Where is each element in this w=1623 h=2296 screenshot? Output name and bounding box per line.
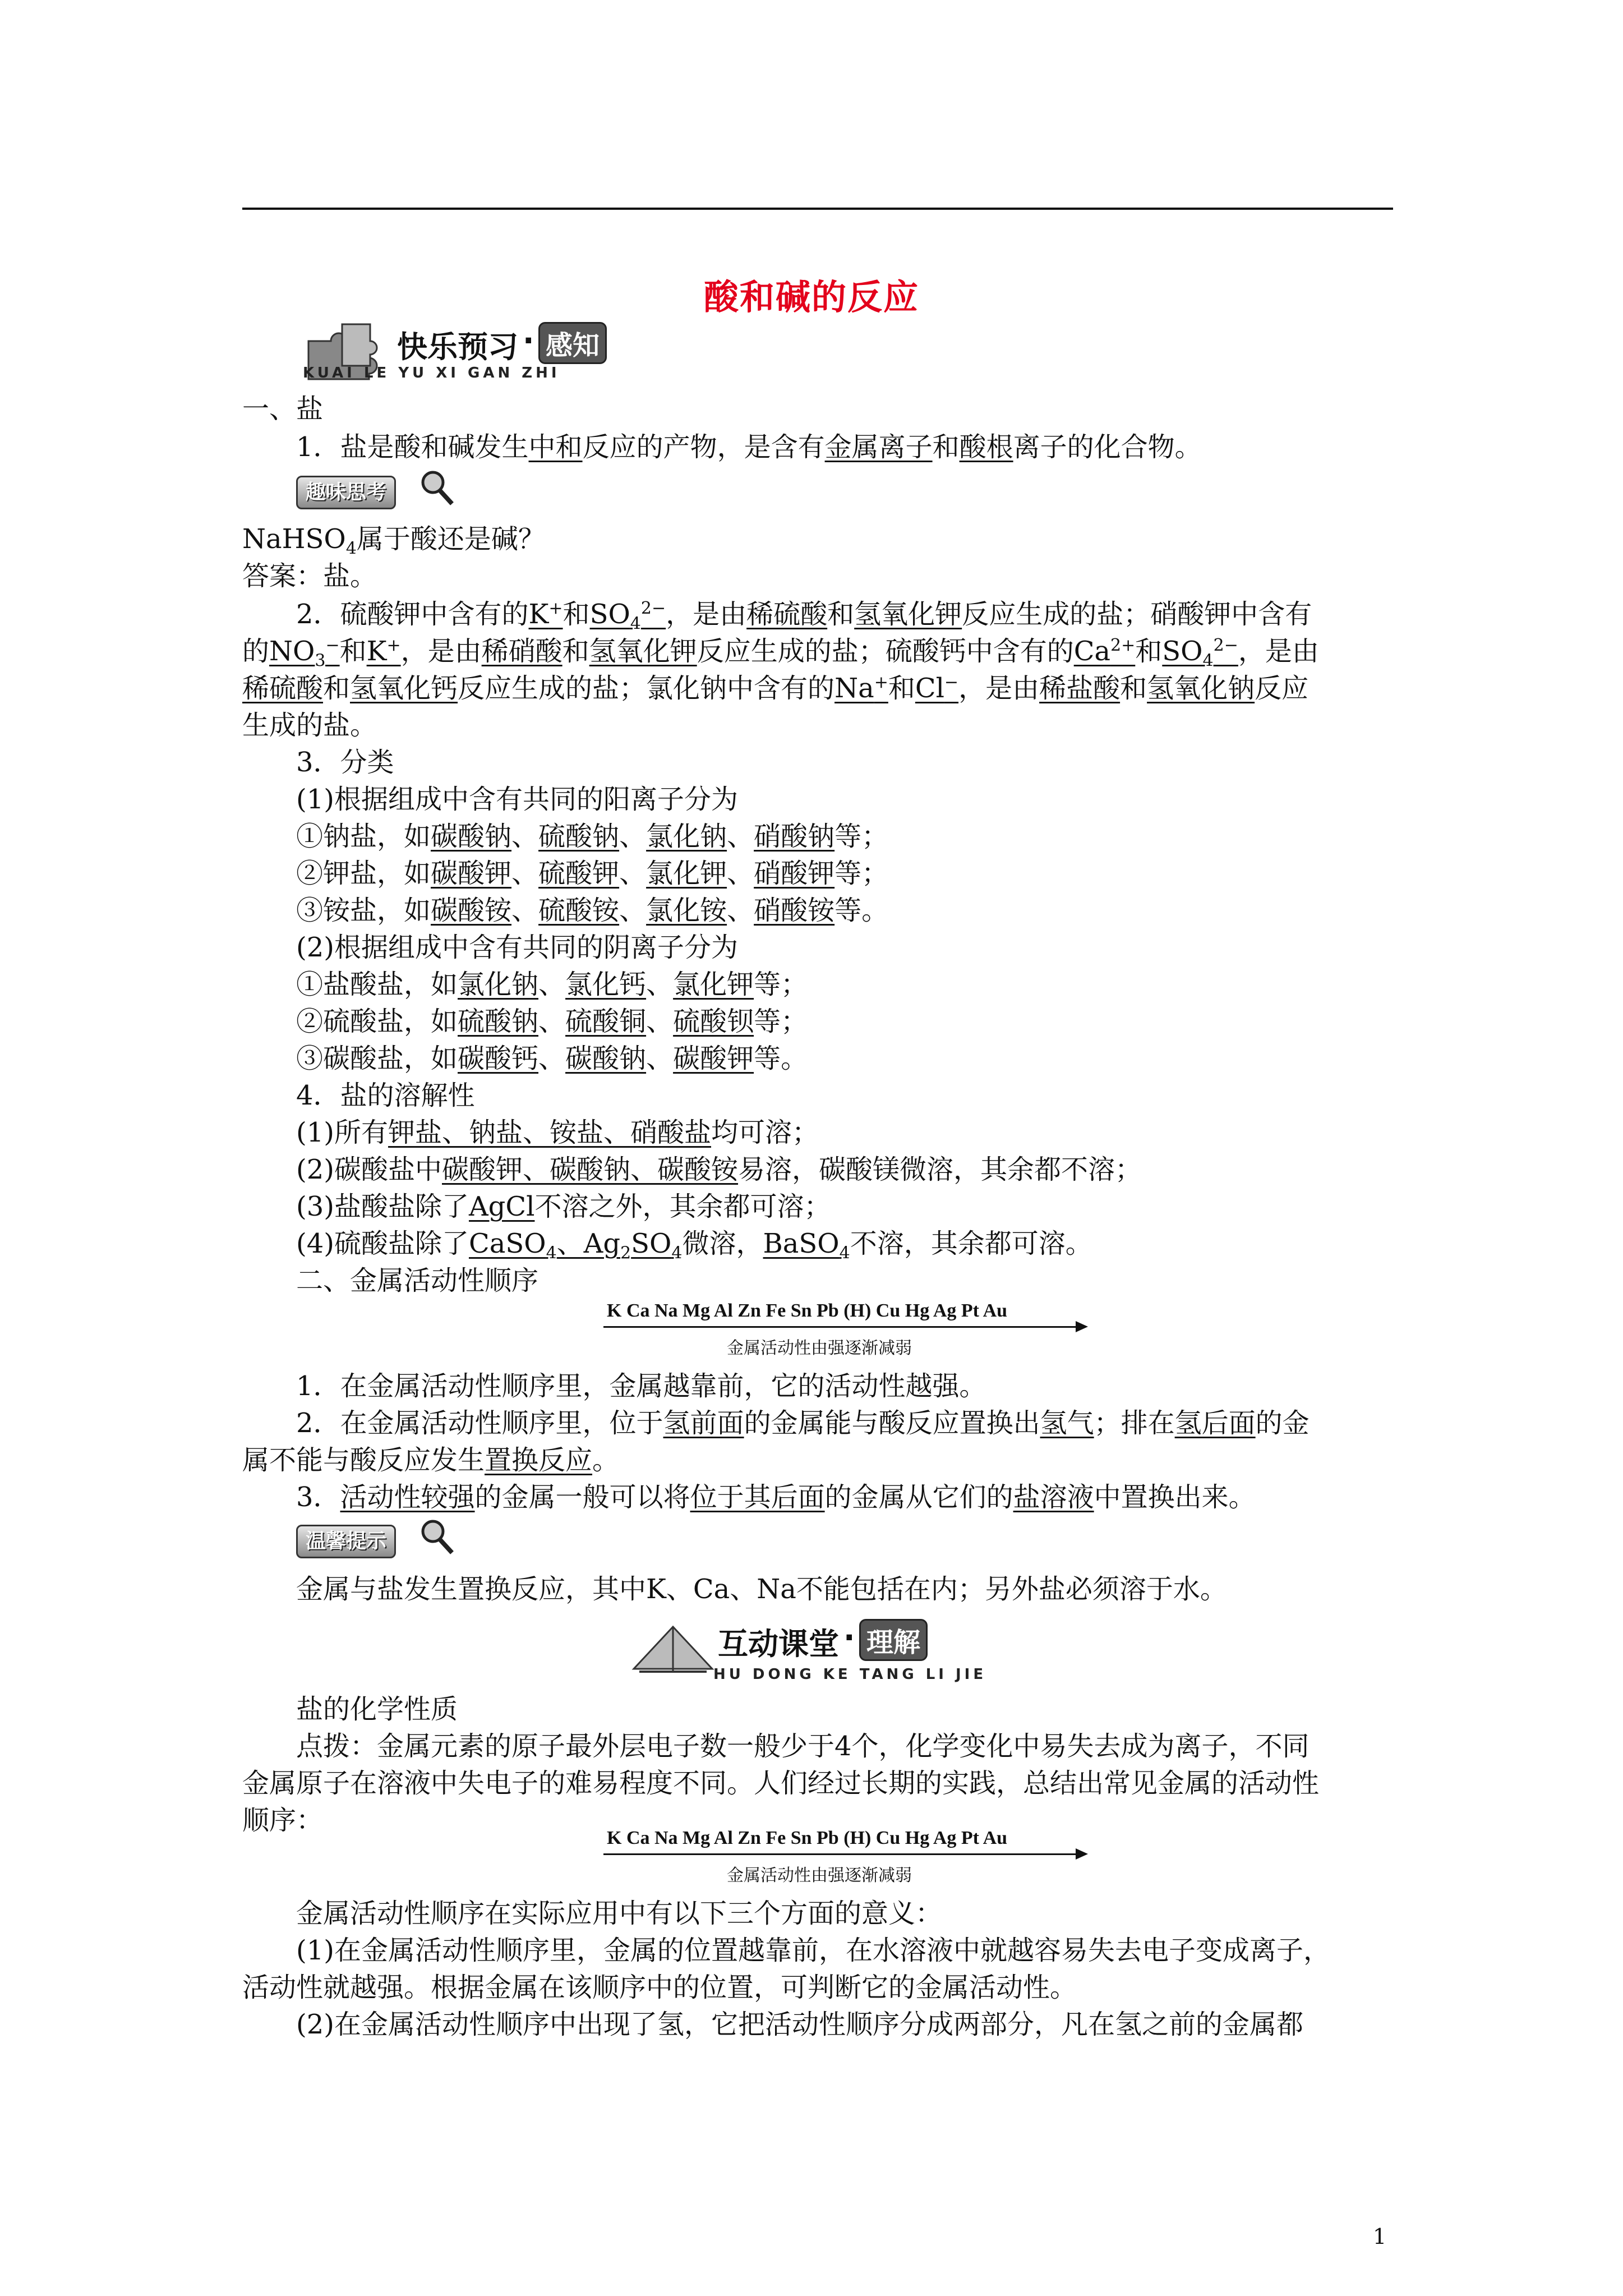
banner-preview-pinyin: KUAI LE YU XI GAN ZHI	[303, 365, 560, 381]
banner-preview-tag: 感知	[538, 322, 607, 364]
page-number: 1	[1373, 2224, 1387, 2249]
potassium-salts: ②钾盐，如碳酸钾、硫酸钾、氯化钾、硝酸钾等；	[296, 858, 889, 889]
book-icon	[628, 1616, 718, 1677]
top-rule	[242, 208, 1393, 210]
tag-tip: 温馨提示	[296, 1525, 396, 1558]
metal-rule-2-line2: 属不能与酸反应发生置换反应。	[242, 1444, 620, 1476]
sodium-salts: ①钠盐，如碳酸钠、硫酸钠、氯化钠、硝酸钠等；	[296, 821, 889, 852]
discussion-2: 金属原子在溶液中失电子的难易程度不同。人们经过长期的实践，总结出常见金属的活动性	[242, 1768, 1320, 1799]
carbonate-salts: ③碳酸盐，如碳酸钙、碳酸钠、碳酸钾等。	[296, 1043, 808, 1074]
p3: 3．分类	[296, 747, 394, 778]
discussion-4: 金属活动性顺序在实际应用中有以下三个方面的意义：	[296, 1898, 943, 1929]
activity-series-1: K Ca Na Mg Al Zn Fe Sn Pb (H) Cu Hg Ag Pt Au	[607, 1300, 1008, 1321]
activity-arrow-2	[603, 1853, 1086, 1855]
p3-2: (2)根据组成中含有共同的阴离子分为	[296, 932, 738, 963]
p2-line2: 的$NO_3^-$和K+，是由稀硝酸和氢氧化钾反应生成的盐；硫酸钙中含有的$Ca^{2+}$和$SO_4^{2-}$，是由	[242, 636, 1319, 671]
p3-1: (1)根据组成中含有共同的阳离子分为	[296, 784, 738, 815]
section-salt: 一、盐	[242, 393, 324, 425]
banner-classroom-main: 互动课堂	[718, 1626, 839, 1662]
question: NaHSO$_4$属于酸还是碱？	[242, 523, 545, 559]
activity-series-2: K Ca Na Mg Al Zn Fe Sn Pb (H) Cu Hg Ag Pt Au	[607, 1828, 1008, 1848]
p2-line1: 2．硫酸钾中含有的K+和$SO_4^{2-}$，是由稀硫酸和氢氧化钾反应生成的盐；硝酸钾中含有	[296, 599, 1312, 634]
p2-line3: 稀硫酸和氢氧化钙反应生成的盐；氯化钠中含有的Na+和Cl−，是由稀盐酸和氢氧化钠反应	[242, 673, 1309, 704]
chloride-salts: ①盐酸盐，如氯化钠、氯化钙、氯化钾等；	[296, 969, 808, 1000]
magnifier-icon	[416, 467, 455, 506]
page-title: 酸和碱的反应	[703, 277, 919, 318]
discussion-3: 顺序：	[242, 1805, 324, 1836]
tag-think: 趣味思考	[296, 476, 396, 509]
magnifier-icon	[416, 1516, 455, 1555]
activity-caption-1: 金属活动性由强逐渐减弱	[727, 1338, 912, 1358]
discussion-6: 活动性就越强。根据金属在该顺序中的位置，可判断它的金属活动性。	[242, 1972, 1077, 2003]
solubility-3: (3)盐酸盐除了AgCl不溶之外，其余都可溶；	[296, 1191, 831, 1222]
metal-rule-3: 3．活动性较强的金属一般可以将位于其后面的金属从它们的盐溶液中置换出来。	[296, 1481, 1256, 1513]
sulfate-salts: ②硫酸盐，如硫酸钠、硫酸铜、硫酸钡等；	[296, 1006, 808, 1037]
answer: 答案：盐。	[242, 560, 377, 592]
banner-classroom-dot: ·	[843, 1620, 855, 1655]
salt-definition: 1．盐是酸和碱发生中和反应的产物，是含有金属离子和酸根离子的化合物。	[296, 431, 1202, 463]
discussion-7: (2)在金属活动性顺序中出现了氢，它把活动性顺序分成两部分，凡在氢之前的金属都	[296, 2009, 1303, 2040]
tip-text: 金属与盐发生置换反应，其中K、Ca、Na不能包括在内；另外盐必须溶于水。	[296, 1573, 1227, 1605]
solubility-1: (1)所有钾盐、钠盐、铵盐、硝酸盐均可溶；	[296, 1117, 819, 1148]
section-activity: 二、金属活动性顺序	[296, 1265, 539, 1296]
metal-rule-2-line1: 2．在金属活动性顺序里，位于氢前面的金属能与酸反应置换出氢气；排在氢后面的金	[296, 1407, 1310, 1439]
heading-salt-chem: 盐的化学性质	[296, 1694, 458, 1725]
activity-arrow-1	[603, 1326, 1086, 1328]
discussion-1: 点拨：金属元素的原子最外层电子数一般少于4个，化学变化中易失去成为离子，不同	[296, 1731, 1310, 1762]
banner-classroom-pinyin: HU DONG KE TANG LI JIE	[713, 1666, 987, 1683]
discussion-5: (1)在金属活动性顺序里，金属的位置越靠前，在水溶液中就越容易失去电子变成离子，	[296, 1935, 1330, 1966]
activity-caption-2: 金属活动性由强逐渐减弱	[727, 1866, 912, 1885]
banner-preview-main: 快乐预习	[397, 329, 518, 365]
banner-preview-dot: ·	[523, 323, 534, 358]
p2-line4: 生成的盐。	[242, 710, 377, 741]
solubility-4: (4)硫酸盐除了CaSO$_4$、$Ag_2SO_4$微溶，BaSO$_4$不溶，其余都可溶。	[296, 1228, 1092, 1263]
solubility-2: (2)碳酸盐中碳酸钾、碳酸钠、碳酸铵易溶，碳酸镁微溶，其余都不溶；	[296, 1154, 1142, 1185]
ammonium-salts: ③铵盐，如碳酸铵、硫酸铵、氯化铵、硝酸铵等。	[296, 895, 889, 926]
banner-classroom-tag: 理解	[859, 1619, 928, 1661]
metal-rule-1: 1．在金属活动性顺序里，金属越靠前，它的活动性越强。	[296, 1370, 986, 1402]
p4: 4．盐的溶解性	[296, 1080, 475, 1111]
